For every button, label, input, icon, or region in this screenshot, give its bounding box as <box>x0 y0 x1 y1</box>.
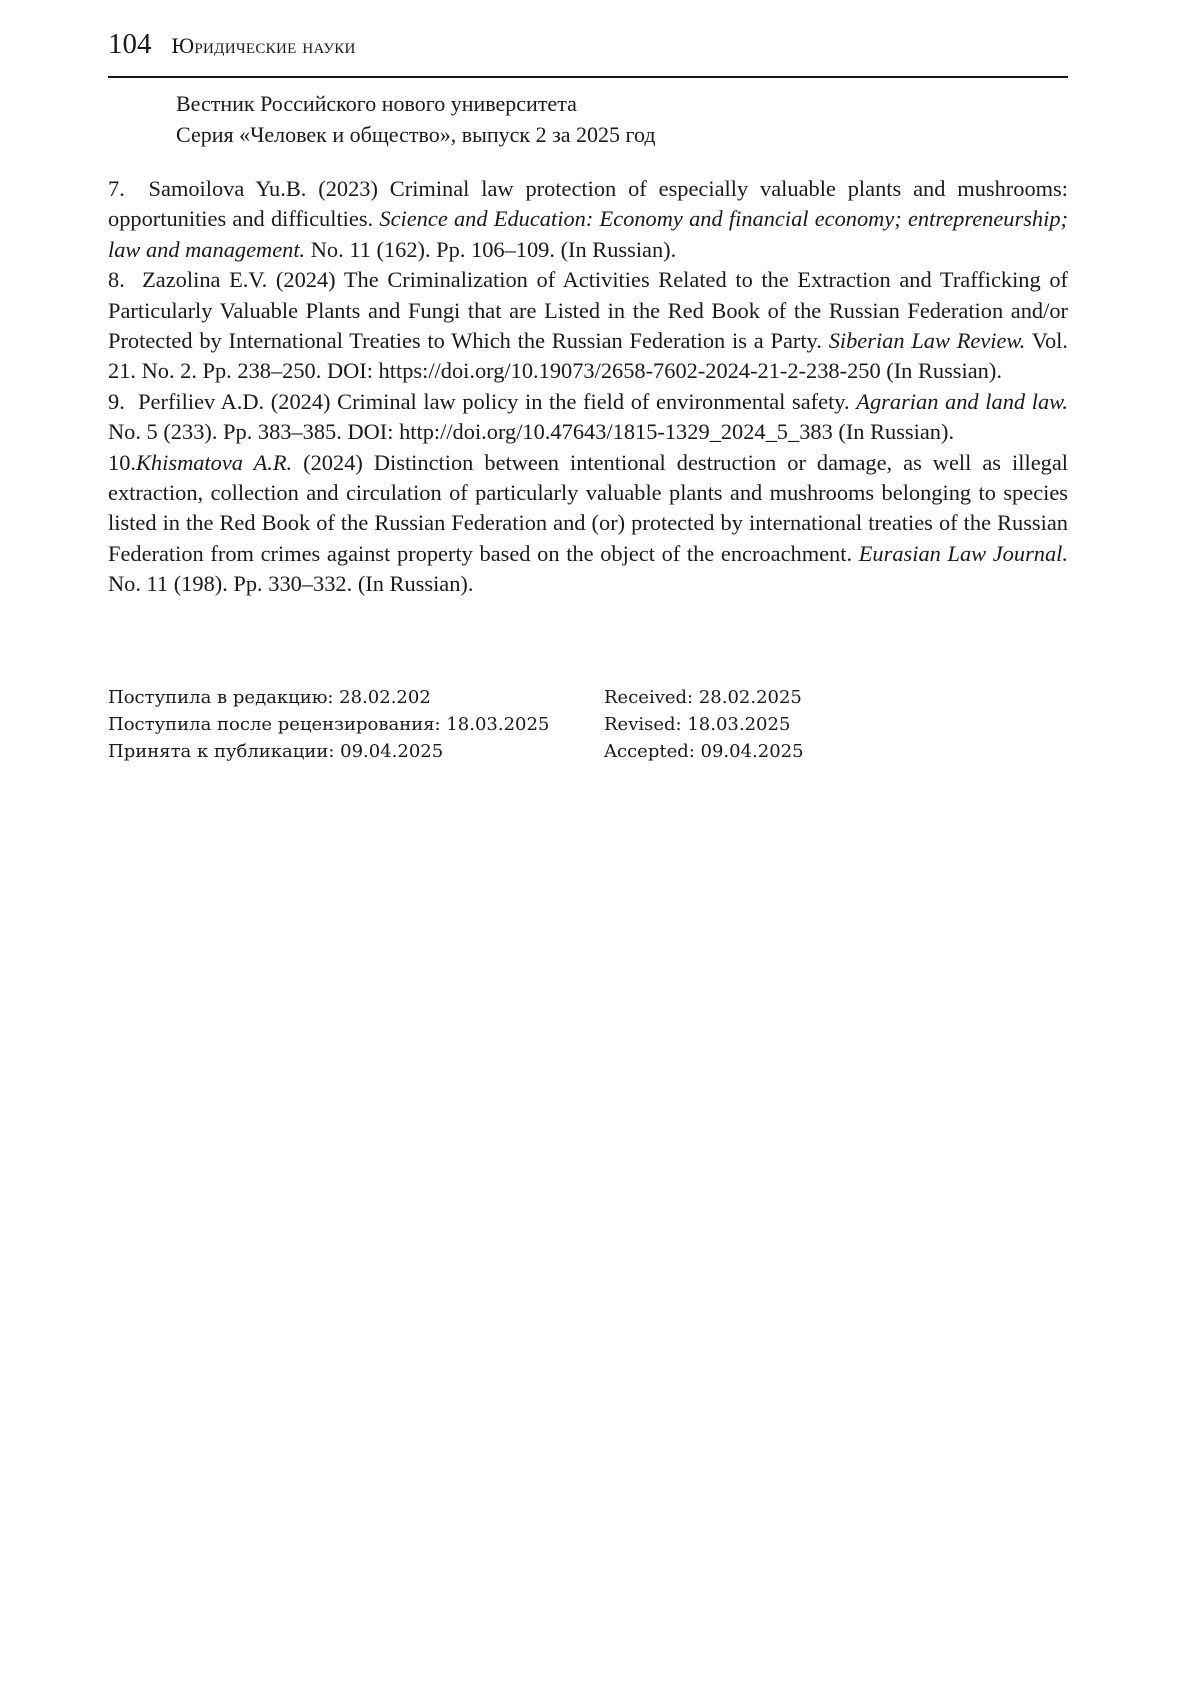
date-revised-ru: Поступила после рецензирования: 18.03.2025 <box>108 714 550 735</box>
reference-details: Vol. 21. No. 2. Pp. 238–250. DOI: https://doi.org/10.19073/2658-7602-2024-21-2-238-250 (In Russian). <box>108 328 1068 384</box>
reference-authors-italic: Khismatova A.R. <box>136 449 293 475</box>
journal-series: Серия «Человек и общество», выпуск 2 за 2025 год <box>176 122 656 147</box>
reference-item <box>108 448 1068 600</box>
reference-authors: (2024) Distinction between intentional destruction or damage, as well as illegal extraction, collection and circulation of particularly valuable plants and mushrooms belonging to species listed in the Red Book of the Russian Federation and (or) protected by international treaties of the Russian Federation from crimes against property based on the object of the encroachment. <box>108 449 1068 566</box>
date-received-en: Received: 28.02.2025 <box>604 687 802 708</box>
header-rule <box>108 76 1068 78</box>
section-title: Юридические науки <box>171 33 356 58</box>
running-head <box>108 28 1068 74</box>
reference-details: No. 11 (162). Pp. 106–109. (In Russian). <box>305 236 677 262</box>
reference-source: Siberian Law Review. <box>828 328 1026 354</box>
publication-dates <box>108 684 1068 765</box>
date-revised-en: Revised: 18.03.2025 <box>604 714 791 735</box>
reference-authors: Perfiliev A.D. (2024) Criminal law policy in the field of environmental safety. <box>138 388 857 414</box>
page-number: 104 <box>108 28 152 60</box>
dates-english <box>604 684 1044 765</box>
dates-russian <box>108 684 604 765</box>
reference-details: No. 11 (198). Pp. 330–332. (In Russian). <box>108 571 474 597</box>
reference-item <box>108 387 1068 448</box>
journal-info <box>176 88 1056 150</box>
reference-source: Science and Education: Economy and financial economy; entrepreneurship; law and management. <box>108 206 1068 262</box>
reference-authors: Samoilova Yu.B. (2023) Criminal law protection of especially valuable plants and mushrooms: opportunities and difficulties. <box>108 176 1068 232</box>
reference-authors: Zazolina E.V. (2024) The Criminalization of Activities Related to the Extraction and Trafficking of Particularly Valuable Plants and Fungi that are Listed in the Red Book of the Russian Federation and/or Protected by International Treaties to Which the Russian Federation is a Party. <box>108 267 1068 354</box>
reference-item <box>108 174 1068 265</box>
reference-details: No. 5 (233). Pp. 383–385. DOI: http://doi.org/10.47643/1815-1329_2024_5_383 (In Russian). <box>108 419 955 445</box>
journal-name: Вестник Российского нового университета <box>176 91 577 116</box>
reference-source: Agrarian and land law. <box>856 388 1069 414</box>
reference-number: 8. <box>108 267 125 293</box>
reference-number: 9. <box>108 388 125 414</box>
reference-number: 10. <box>108 449 136 475</box>
date-received-ru: Поступила в редакцию: 28.02.202 <box>108 687 431 708</box>
reference-item <box>108 265 1068 387</box>
reference-source: Eurasian Law Journal. <box>858 540 1068 566</box>
date-accepted-ru: Принята к публикации: 09.04.2025 <box>108 741 444 762</box>
date-accepted-en: Accepted: 09.04.2025 <box>604 741 804 762</box>
reference-number: 7. <box>108 176 125 201</box>
references-list <box>108 174 1068 600</box>
